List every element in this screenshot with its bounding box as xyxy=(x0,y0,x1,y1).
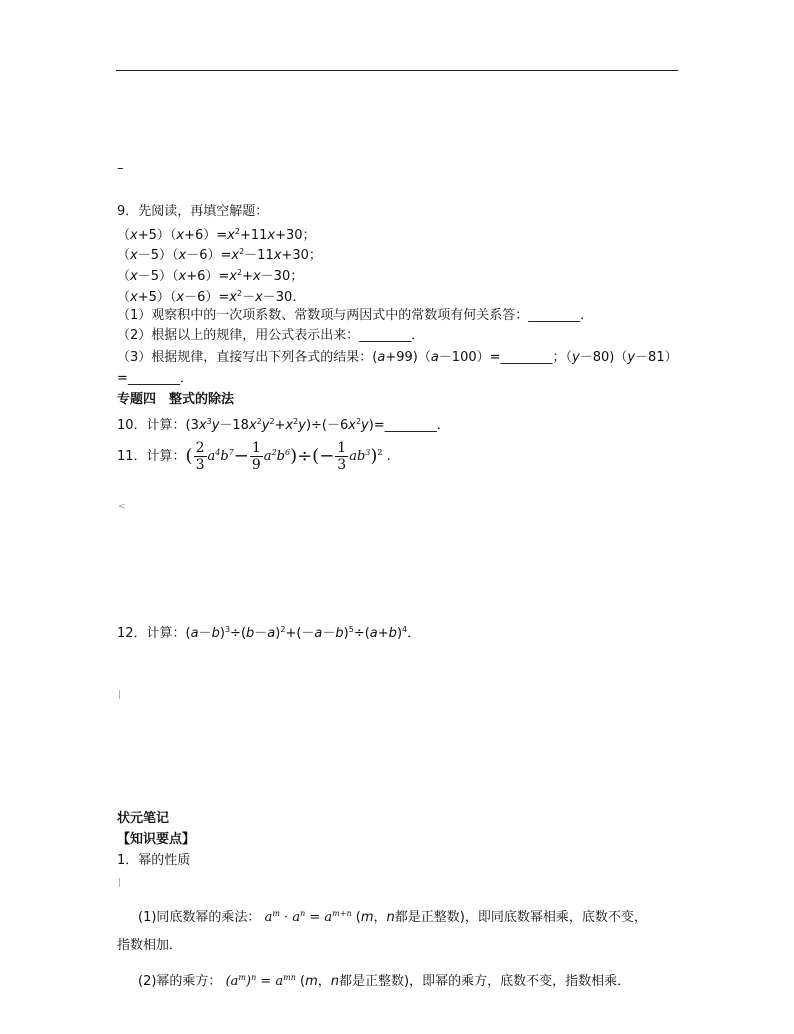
q9-example-4: $(x+5)(x-6)=x^2-x-30$. xyxy=(117,289,297,305)
q12: 12．计算：$(a-b)^3\div(b-a)^2+(-a-b)^5\div(a+b)^4$． xyxy=(117,625,421,641)
q9-part-1: （1）观察积中的一次项系数、常数项与两因式中的常数项有何关系答：________． xyxy=(117,308,594,323)
q9-example-3: $(x-5)(x+6)=x^2+x-30$； xyxy=(117,268,304,284)
rule-1-label: (1)同底数幂的乘法： xyxy=(138,910,261,925)
q9-heading: 9．先阅读，再填空解题： xyxy=(117,204,269,219)
rule-2-formula: $(a^m)^n = a^{mn}$ xyxy=(225,973,296,989)
q11-prefix: 11．计算： xyxy=(117,449,186,464)
q9-part-3: （3）根据规律，直接写出下列各式的结果：(a+99)（a－100）=________；（y－80)（y－81） xyxy=(117,350,678,365)
rule-1-condition: (m，n都是正整数)，即同底数幂相乘，底数不变， xyxy=(355,910,647,925)
q9-example-2: $(x-5)(x-6)=x^2-11x+30$； xyxy=(117,247,322,263)
rule-2-label: (2)幂的乘方： xyxy=(138,974,222,989)
knowledge-heading: 【知识要点】 xyxy=(117,832,196,847)
rule-1-continued: 指数相加． xyxy=(117,938,183,953)
rule-1 xyxy=(138,905,647,927)
q11-fraction-1: $\frac{2}{3}$ xyxy=(195,440,205,473)
q10: 10．计算：$(3x^3y-18x^2y^2+x^2y)\div(-6x^2y)=\_\_\_\_\_\_\_\_$． xyxy=(117,417,450,433)
rule-2 xyxy=(138,969,630,991)
q11-fraction-2: $\frac{1}{9}$ xyxy=(251,440,261,473)
topic-heading: 专题四 整式的除法 xyxy=(117,392,235,407)
stray-dash: – xyxy=(117,161,124,176)
stray-mark-2: | xyxy=(118,690,122,700)
rule-1-formula: $a^m \cdot a^n = a^{m+n}$ xyxy=(264,909,352,925)
q9-example-1: $(x+5)(x+6)=x^2+11x+30$； xyxy=(117,227,316,243)
q9-part-2: （2）根据以上的规律，用公式表示出来：________． xyxy=(117,328,425,343)
stray-mark-3: | xyxy=(118,878,122,888)
section-1-title: 1．幂的性质 xyxy=(117,853,191,868)
notes-title: 状元笔记 xyxy=(117,811,170,826)
header-rule xyxy=(116,70,678,71)
q11-fraction-3: $\frac{1}{3}$ xyxy=(337,440,347,473)
q9-part-3-answer: =________． xyxy=(117,371,193,386)
rule-2-condition: (m，n都是正整数)，即幂的乘方，底数不变，指数相乘． xyxy=(300,974,631,989)
stray-mark-1: < xyxy=(118,502,126,512)
q11: 11．计算：( $\frac{2}{3}$ $a^4b^7-$ $\frac{1}{9}$ $a^2b^6)\div(-$ $\frac{1}{3}$ $ab^3)^2$ . xyxy=(117,440,391,473)
